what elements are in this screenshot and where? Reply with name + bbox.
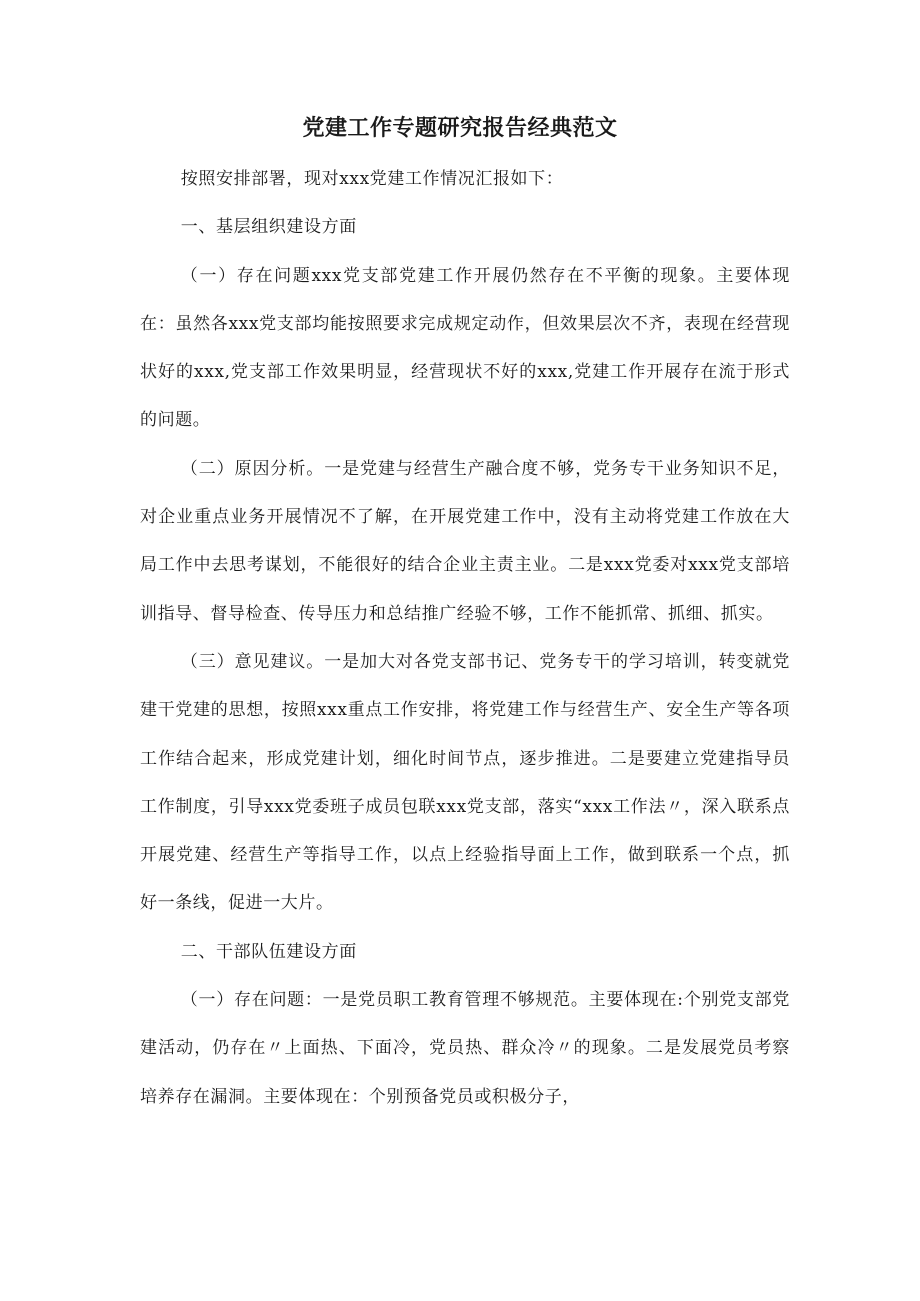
section1-heading: 一、基层组织建设方面 <box>180 217 357 238</box>
document-title: 党建工作专题研究报告经典范文 <box>302 116 618 141</box>
section2-heading: 二、干部队伍建设方面 <box>180 941 357 962</box>
section1-paragraph-2: （二）原因分析。一是党建与经营生产融合度不够，党务专干业务知识不足，对企业重点业务开展情况不了解，在开展党建工作中，没有主动将党建工作放在大局工作中去思考谋划，不能很好的结合企业主责主业。二是xxx党委对xxx党支部培训指导、督导检查、传导压力和总结推广经验不够，工作不能抓常、抓细、抓实。 <box>140 458 790 624</box>
document-body <box>140 155 790 1121</box>
intro-paragraph: 按照安排部署，现对xxx党建工作情况汇报如下： <box>180 169 564 189</box>
section1-paragraph-3: （三）意见建议。一是加大对各党支部书记、党务专干的学习培训，转变就党建干党建的思想，按照xxx重点工作安排，将党建工作与经营生产、安全生产等各项工作结合起来，形成党建计划，细化时间节点，逐步推进。二是要建立党建指导员工作制度，引导xxx党委班子成员包联xxx党支部，落实“xxx工作法〃，深入联系点开展党建、经营生产等指导工作，以点上经验指导面上工作，做到联系一个点，抓好一条线，促进一大片。 <box>140 651 790 914</box>
section2-paragraph-1: （一）存在问题：一是党员职工教育管理不够规范。主要体现在:个别党支部党建活动，仍存在〃上面热、下面冷，党员热、群众冷〃的现象。二是发展党员考察培养存在漏洞。主要体现在：个别预备党员或积极分子， <box>140 990 790 1107</box>
section1-paragraph-1: （一）存在问题xxx党支部党建工作开展仍然存在不平衡的现象。主要体现在：虽然各xxx党支部均能按照要求完成规定动作，但效果层次不齐，表现在经营现状好的xxx,党支部工作效果明显，经营现状不好的xxx,党建工作开展存在流于形式的问题。 <box>140 265 790 431</box>
